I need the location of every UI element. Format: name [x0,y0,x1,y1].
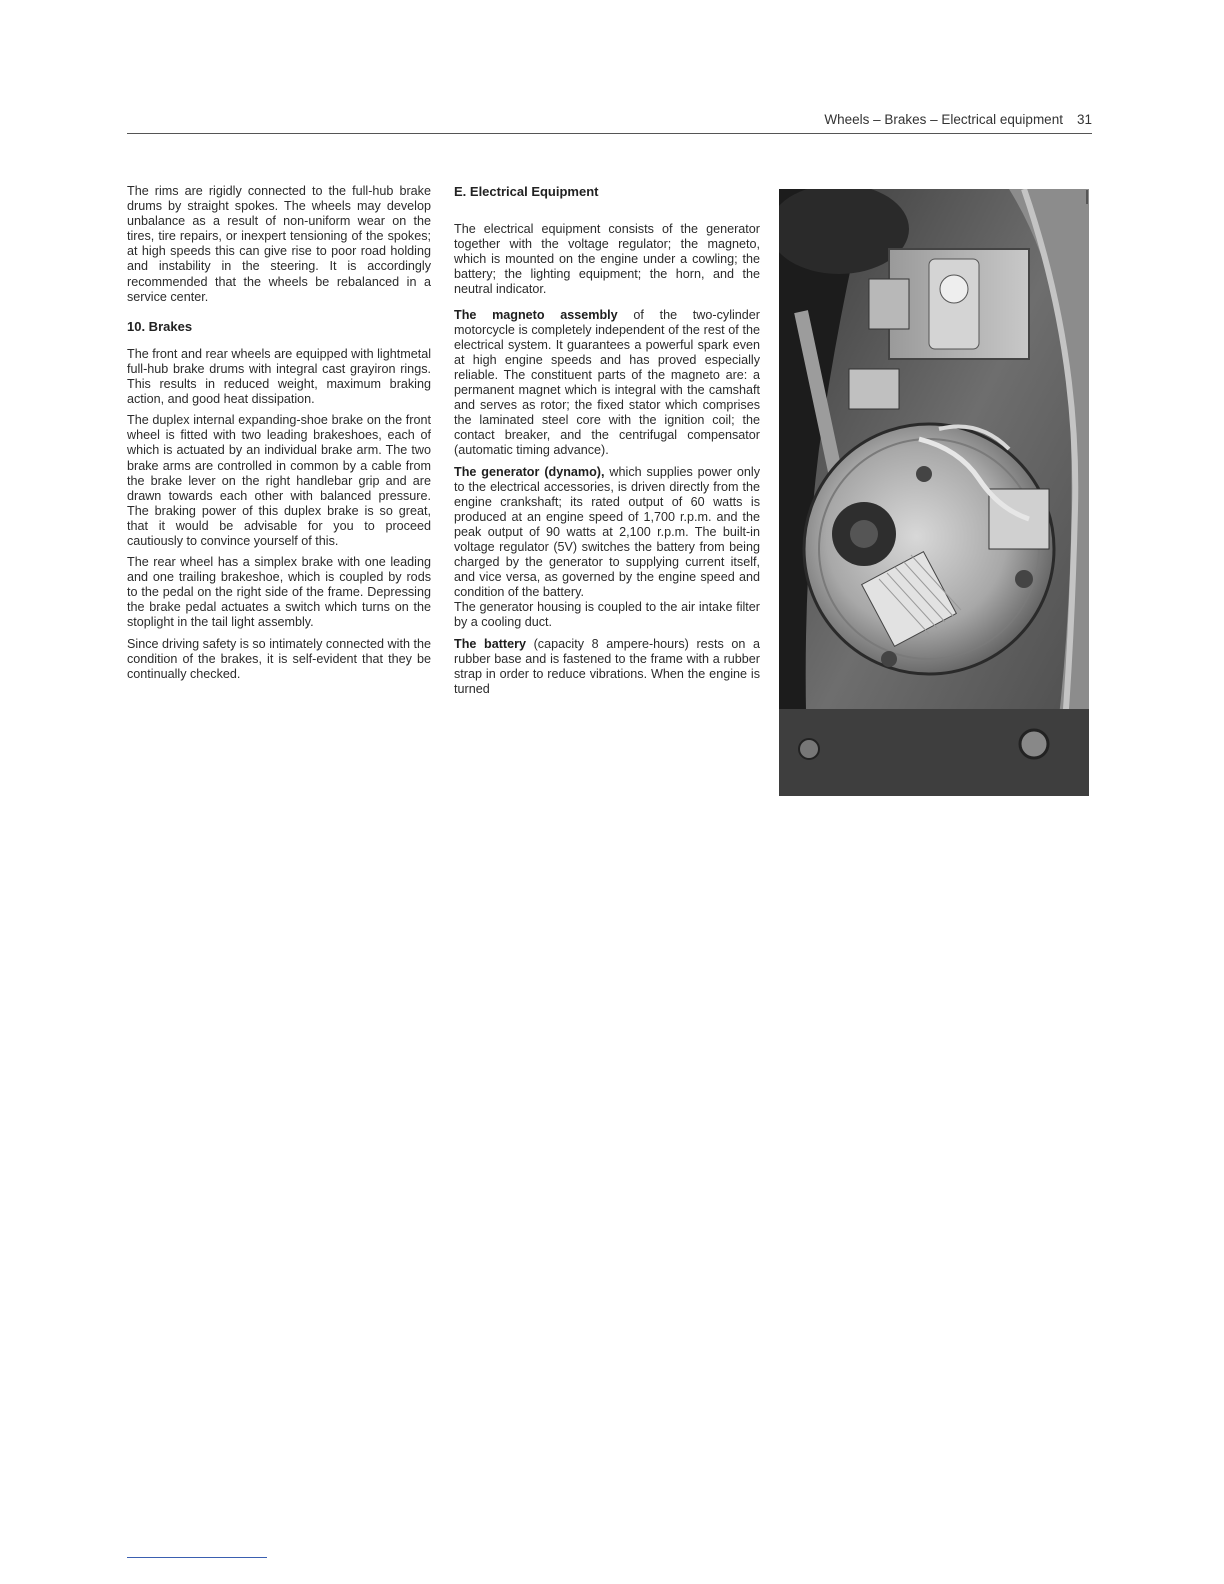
header-rule [127,133,1092,134]
generator-duct-paragraph: The generator housing is coupled to the air intake filter by a cooling duct. [454,600,760,630]
battery-paragraph [454,637,760,697]
running-header [127,112,1092,134]
wheels-balance-paragraph: The rims are rigidly connected to the full-hub brake drums by straight spokes. The wheels may develop unbalance as a result of non-uniform wear on the tires, tire repairs, or inexpert tensioning of the spokes; at high speeds this can give rise to poor road holding and instability in the steering. It is accordingly recommended that the wheels be rebalanced in a service center. [127,184,431,304]
generator-text: which supplies power only to the electrical accessories, is driven directly from the engine crankshaft; its rated output of 60 watts is produced at an engine speed of 1,700 r.p.m. and the peak output of 90 watts at 2,100 r.p.m. The built-in voltage regulator (5V) switches the battery from being charged by the generator to supplying current itself, and vice versa, as governed by the engine speed and condition of the battery. [454,464,760,600]
left-column [127,184,431,688]
generator-paragraph [454,465,760,601]
magneto-lead: The magneto assembly [454,307,618,322]
battery-lead: The battery [454,636,526,651]
generator-magneto-photo [779,189,1089,796]
engine-photo-illustration [779,189,1089,796]
brakes-paragraph-1: The front and rear wheels are equipped with lightmetal full-hub brake drums with integral cast grayiron rings. This results in reduced weight, maximum braking action, and good heat dissipation. [127,346,431,407]
brakes-paragraph-3: The rear wheel has a simplex brake with one leading and one trailing brakeshoe, which is coupled by rods to the pedal on the right side of the frame. Depressing the brake pedal actuates a switch which turns on the stoplight in the tail light assembly. [127,555,431,630]
magneto-paragraph [454,308,760,459]
brakes-paragraph-2: The duplex internal expanding-shoe brake on the front wheel is fitted with two leading brakeshoes, each of which is actuated by an individual brake arm. The two brake arms are controlled in common by a cable from the brake lever on the right handlebar grip and are drawn towards each other with balanced pressure. The braking power of this duplex brake is so great, that it would be advisable for you to proceed cautiously to convince yourself of this. [127,413,431,548]
magneto-text: of the two-cylinder motorcycle is completely independent of the rest of the electrical system. It guarantees a powerful spark even at high engine speeds and has proved especially reliable. The constituent parts of the magneto are: a permanent magnet which is integral with the camshaft and serves as rotor; the fixed stator which comprises the laminated steel core with the ignition coil; the contact breaker, and the centrifugal compensator (automatic timing advance). [454,307,760,458]
battery-text: (capacity 8 ampere-hours) rests on a rubber base and is fastened to the frame with a rubber strap in order to reduce vibrations. When the engine is turned [454,636,760,696]
middle-column [454,184,760,703]
generator-lead: The generator (dynamo), [454,464,605,479]
brakes-paragraph-4: Since driving safety is so intimately connected with the condition of the brakes, it is self-evident that they be continually checked. [127,636,431,681]
footnote-rule [127,1557,267,1558]
page-number: 31 [1076,112,1092,127]
running-title: Wheels – Brakes – Electrical equipment [824,112,1063,127]
electrical-intro-paragraph: The electrical equipment consists of the generator together with the voltage regulator; the magneto, which is mounted on the engine under a cowling; the battery; the lighting equipment; the horn, and the neutral indicator. [454,222,760,297]
electrical-heading: E. Electrical Equipment [454,184,599,199]
scan-edge-mark [1086,190,1088,204]
brakes-heading: 10. Brakes [127,318,193,334]
